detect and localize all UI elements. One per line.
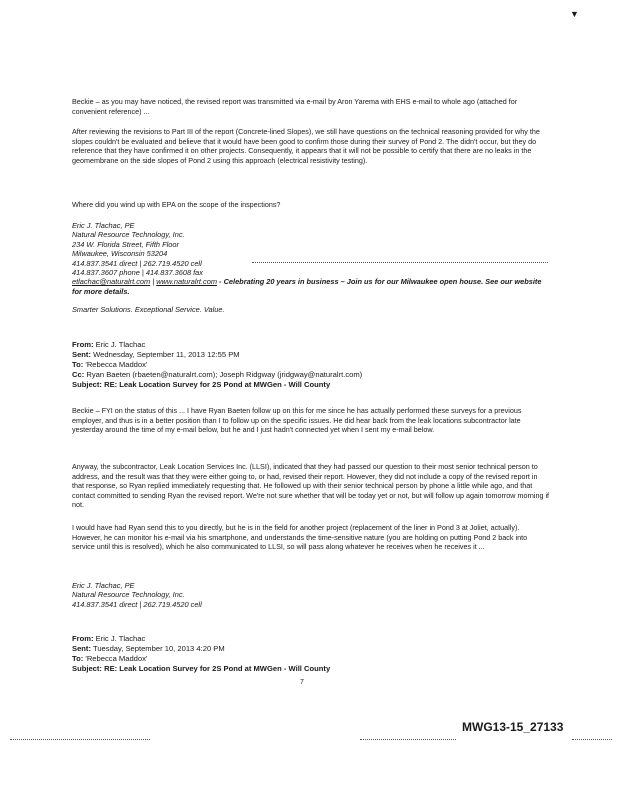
email-subject: Subject: RE: Leak Location Survey for 2S Pond at MWGen - Will County — [72, 380, 331, 389]
corner-scan-mark: ▼ — [570, 9, 579, 19]
scan-dotted-line — [572, 739, 612, 740]
email-header-2 — [72, 634, 550, 674]
email-from: From: Eric J. Tlachac — [72, 340, 146, 349]
page-number: 7 — [300, 679, 304, 686]
email-link[interactable]: etlachac@naturalrt.com — [72, 277, 151, 287]
website-link[interactable]: www.naturalrt.com — [156, 277, 217, 287]
signature-block-2 — [72, 581, 550, 609]
signature-name: Eric J. Tlachac, PE — [72, 221, 135, 230]
scan-dotted-line — [252, 262, 548, 263]
signature-street: 234 W. Florida Street, Fifth Floor — [72, 239, 179, 249]
scan-dotted-line — [10, 739, 150, 740]
signature-city: Milwaukee, Wisconsin 53204 — [72, 249, 168, 259]
signature-company: Natural Resource Technology, Inc. — [72, 230, 185, 240]
signature-phone-2: 414.837.3607 phone | 414.837.3608 fax — [72, 268, 203, 278]
promo-text: - Celebrating 20 years in business – Join us for our Milwaukee open house. See our website for more details. — [72, 277, 542, 296]
subcontractor-paragraph: Anyway, the subcontractor, Leak Location Services Inc. (LLSI), indicated that they had passed our question to their most senior technical person to address, and the result was that they were either going to, or had, revised their report. However, they did not include a copy of the revised report in that response, so Ryan replied immediately requesting that. He followed up with their senior technical person by phone a little while ago, and that contact committed to sending Ryan the revised report. We're not sure whether that will be today yet or not, but will follow up again tomorrow morning if not. — [72, 462, 550, 510]
email-header-1 — [72, 340, 550, 390]
review-paragraph: After reviewing the revisions to Part III of the report (Concrete-lined Slopes), we still have questions on the technical reasoning provided for why the slopes couldn't be evaluated and believe that it would have been good to confirm those during their survey of Pond 2. The didn't occur, but they do reference that they have confirmed it on other projects. Consequently, it appears that it will not be possible to certify that there are no leaks in the geomembrane on the side slopes of Pond 2 using this approach (electrical resistivity testing). — [72, 127, 540, 165]
status-paragraph: Beckie – FYI on the status of this ... I have Ryan Baeten follow up on this for me since he has actually performed these surveys for a previous employer, and thus is in a better position than I to follow up on the specific issues. He did hear back from the leak locations subcontractor late yesterday around the time of my e-mail below, but he and I just hadn't connected yet when I sent my e-mail below. — [72, 406, 522, 435]
intro-paragraph: Beckie – as you may have noticed, the revised report was transmitted via e-mail by Aron Yarema with EHS e-mail to whole ago (attached for convenient reference) ... — [72, 97, 518, 116]
bates-number: MWG13-15_27133 — [462, 720, 564, 734]
email-to: To: 'Rebecca Maddox' — [72, 654, 148, 663]
email-sent: Sent: Wednesday, September 11, 2013 12:55 PM — [72, 350, 240, 359]
signature-web-line: etlachac@naturalrt.com | www.naturalrt.com - Celebrating 20 years in business – Join us for our Milwaukee open house. See our website for more details. — [72, 277, 542, 296]
email-subject: Subject: RE: Leak Location Survey for 2S Pond at MWGen - Will County — [72, 664, 331, 673]
email-sent: Sent: Tuesday, September 10, 2013 4:20 PM — [72, 644, 225, 653]
email-from: From: Eric J. Tlachac — [72, 634, 146, 643]
signature-slogan: Smarter Solutions. Exceptional Service. Value. — [72, 305, 225, 315]
signature-block-1 — [72, 221, 550, 315]
question-paragraph: Where did you wind up with EPA on the scope of the inspections? — [72, 200, 281, 209]
email-cc: Cc: Ryan Baeten (rbaeten@naturalrt.com); Joseph Ridgway (jridgway@naturalrt.com) — [72, 370, 363, 379]
signature-phone-1: 414.837.3541 direct | 262.719.4520 cell — [72, 258, 202, 268]
scan-dotted-line — [360, 739, 456, 740]
signature-company: Natural Resource Technology, Inc. — [72, 590, 185, 600]
email-to: To: 'Rebecca Maddox' — [72, 360, 148, 369]
field-paragraph: I would have had Ryan send this to you directly, but he is in the field for another project (replacement of the liner in Pond 3 at Joliet, actually). However, he can monitor his e-mail via his smartphone, and understands the time-sensitive nature (you are holding on putting Pond 2 back into service until this is resolved), which he also communicated to LLSI, so will pass along whatever he receives when he receives it ... — [72, 523, 528, 552]
signature-phone: 414.837.3541 direct | 262.719.4520 cell — [72, 599, 202, 609]
signature-name: Eric J. Tlachac, PE — [72, 581, 135, 590]
